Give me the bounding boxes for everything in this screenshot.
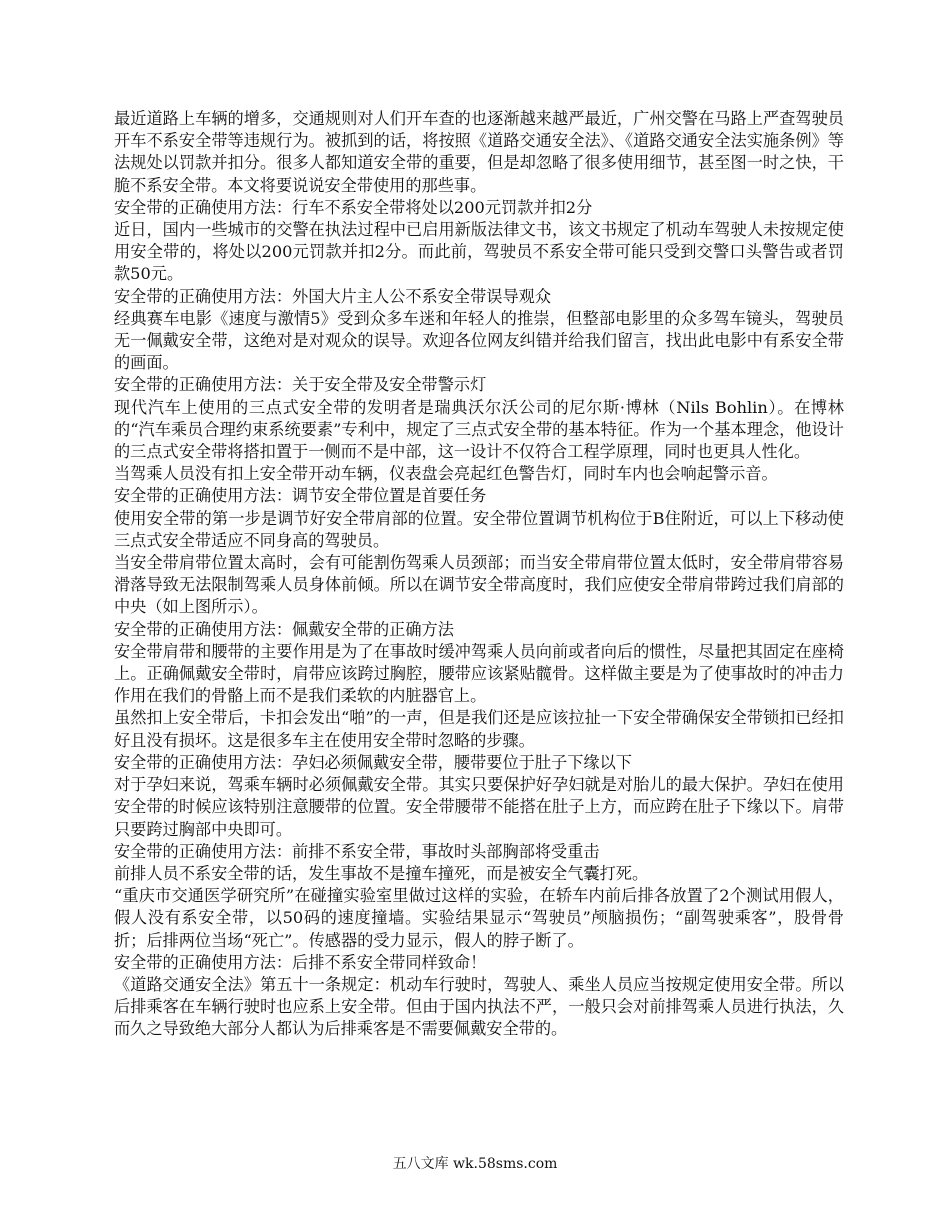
section-heading-movie: 安全带的正确使用方法：外国大片主人公不系安全带误导观众: [114, 286, 552, 306]
paragraph-pregnant: 对于孕妇来说，驾乘车辆时必须佩戴安全带。其实只要保护好孕妇就是对胎儿的最大保护。孕妇在使用安全带的时候应该特别注意腰带的位置。安全带腰带不能搭在肚子上方，而应跨在肚子下缘以下。肩带只要跨过胸部中央即可。: [114, 775, 844, 839]
paragraph-front: 前排人员不系安全带的话，发生事故不是撞车撞死，而是被安全气囊打死。: [114, 863, 649, 883]
section-heading-fine: 安全带的正确使用方法：行车不系安全带将处以200元罚款并扣2分: [114, 197, 593, 217]
footer-watermark: 五八文库 wk.58sms.com: [392, 1156, 558, 1172]
section-heading-adjust: 安全带的正确使用方法：调节安全带位置是首要任务: [114, 486, 487, 506]
intro-paragraph: 最近道路上车辆的增多，交通规则对人们开车查的也逐渐越来越严最近，广州交警在马路上严查驾驶员开车不系安全带等违规行为。被抓到的话，将按照《道路交通安全法》、《道路交通安全法实施条例》等法规处以罚款并扣分。很多人都知道安全带的重要，但是却忽略了很多使用细节，甚至图一时之快，干脆不系安全带。本文将要说说安全带使用的那些事。: [114, 109, 844, 195]
section-heading-wearing: 安全带的正确使用方法：佩戴安全带的正确方法: [114, 619, 454, 639]
document-body: [114, 108, 844, 1041]
paragraph-adjust-height: 当安全带肩带位置太高时，会有可能割伤驾乘人员颈部；而当安全带肩带位置太低时，安全带肩带容易滑落导致无法限制驾乘人员身体前倾。所以在调节安全带高度时，我们应使安全带肩带跨过我们肩部的中央（如上图所示）。: [114, 553, 844, 617]
paragraph-fine: 近日，国内一些城市的交警在执法过程中已启用新版法律文书，该文书规定了机动车驾驶人未按规定使用安全带的，将处以200元罚款并扣2分。而此前，驾驶员不系安全带可能只受到交警口头警告或者罚款50元。: [114, 220, 844, 284]
section-heading-front: 安全带的正确使用方法：前排不系安全带，事故时头部胸部将受重击: [114, 841, 600, 861]
paragraph-buckle: 虽然扣上安全带后，卡扣会发出“啪”的一声，但是我们还是应该拉扯一下安全带确保安全带锁扣已经扣好且没有损坏。这是很多车主在使用安全带时忽略的步骤。: [114, 708, 844, 750]
paragraph-movie: 经典赛车电影《速度与激情5》受到众多车迷和年轻人的推崇，但整部电影里的众多驾车镜头，驾驶员无一佩戴安全带，这绝对是对观众的误导。欢迎各位网友纠错并给我们留言，找出此电影中有系安全带的画面。: [114, 308, 844, 373]
paragraph-wearing: 安全带肩带和腰带的主要作用是为了在事故时缓冲驾乘人员向前或者向后的惯性，尽量把其固定在座椅上。正确佩戴安全带时，肩带应该跨过胸腔，腰带应该紧贴髋骨。这样做主要是为了使事故时的冲击力作用在我们的骨骼上而不是我们柔软的内脏器官上。: [114, 641, 844, 706]
section-heading-rear: 安全带的正确使用方法：后排不系安全带同样致命！: [114, 952, 487, 972]
paragraph-warning-light: 当驾乘人员没有扣上安全带开动车辆，仪表盘会亮起红色警告灯，同时车内也会响起警示音。: [114, 464, 778, 484]
section-heading-pregnant: 安全带的正确使用方法：孕妇必须佩戴安全带，腰带要位于肚子下缘以下: [114, 752, 632, 772]
paragraph-adjust: 使用安全带的第一步是调节好安全带肩部的位置。安全带位置调节机构位于B住附近，可以上下移动使三点式安全带适应不同身高的驾驶员。: [114, 508, 844, 550]
paragraph-history: 现代汽车上使用的三点式安全带的发明者是瑞典沃尔沃公司的尼尔斯·博林（Nils Bohlin）。在博林的“汽车乘员合理约束系统要素”专利中，规定了三点式安全带的基本特征。作为一个基本理念，他设计的三点式安全带将搭扣置于一侧而不是中部，这一设计不仅符合工程学原理，同时也更具人性化。: [114, 397, 844, 462]
paragraph-rear: 《道路交通安全法》第五十一条规定：机动车行驶时，驾驶人、乘坐人员应当按规定使用安全带。所以后排乘客在车辆行驶时也应系上安全带。但由于国内执法不严，一般只会对前排驾乘人员进行执法，久而久之导致绝大部分人都认为后排乘客是不需要佩戴安全带的。: [114, 974, 844, 1039]
section-heading-history: 安全带的正确使用方法：关于安全带及安全带警示灯: [114, 375, 487, 395]
paragraph-crash-test: “重庆市交通医学研究所”在碰撞实验室里做过这样的实验，在轿车内前后排各放置了2个测试用假人，假人没有系安全带，以50码的速度撞墙。实验结果显示“驾驶员”颅脑损伤；“副驾驶乘客”，股骨骨折；后排两位当场“死亡”。传感器的受力显示，假人的脖子断了。: [114, 886, 844, 950]
